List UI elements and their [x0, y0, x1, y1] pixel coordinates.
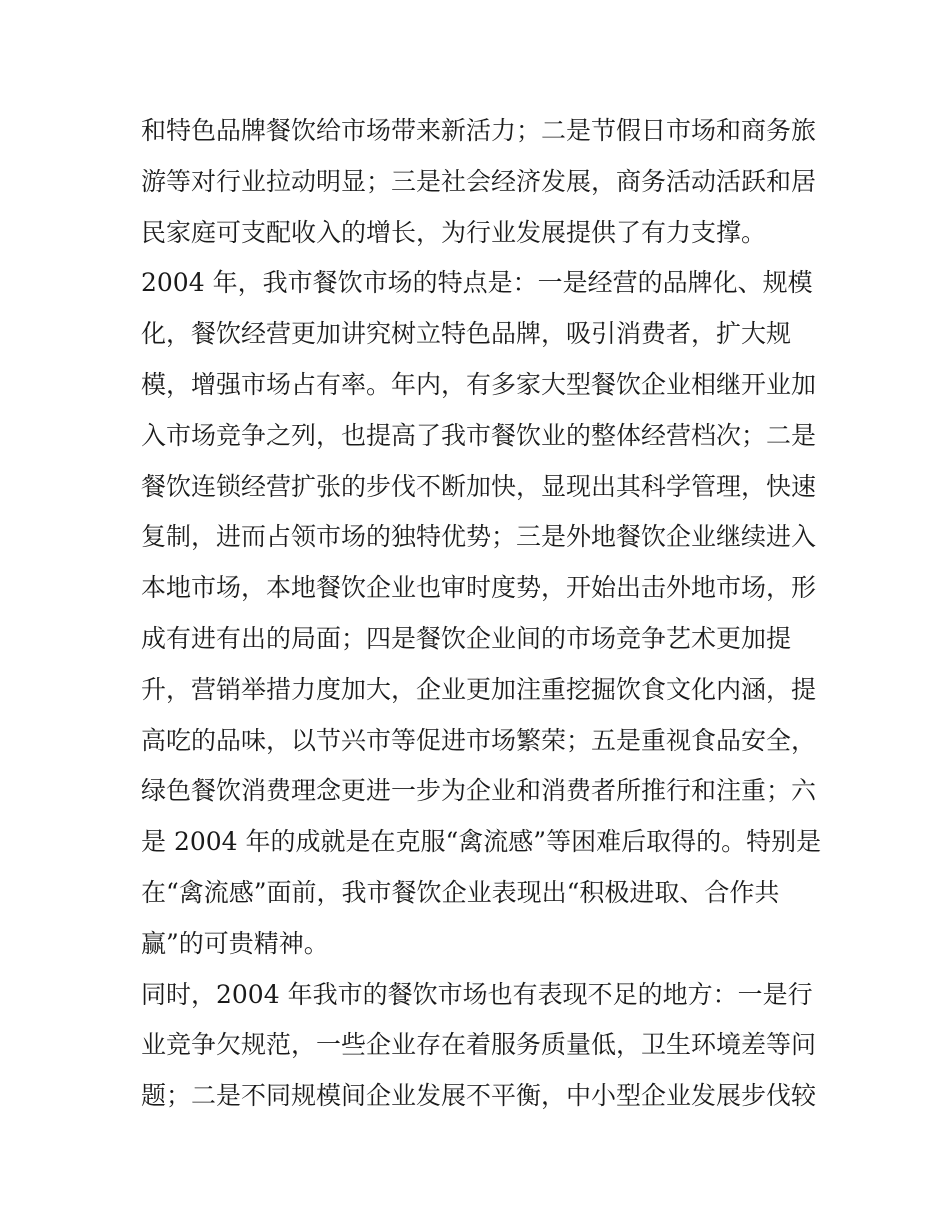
text-line: 民家庭可支配收入的增长，为行业发展提供了有力支撑。 — [141, 217, 767, 247]
text-line: 游等对行业拉动明显；三是社会经济发展，商务活动活跃和居 — [141, 166, 817, 196]
text-line: 入市场竞争之列，也提高了我市餐饮业的整体经营档次；二是 — [141, 420, 817, 450]
body-text — [141, 106, 821, 1122]
text-line: 化，餐饮经营更加讲究树立特色品牌，吸引消费者，扩大规 — [141, 319, 792, 349]
text-line: 高吃的品味，以节兴市等促进市场繁荣；五是重视食品安全， — [141, 725, 817, 755]
text-line: 同时，2004 年我市的餐饮市场也有表现不足的地方：一是行 — [141, 979, 813, 1009]
text-line: 本地市场，本地餐饮企业也审时度势，开始出击外地市场，形 — [141, 573, 817, 603]
text-line: 在“禽流感”面前，我市餐饮企业表现出“积极进取、合作共 — [141, 877, 780, 907]
text-line: 升，营销举措力度加大，企业更加注重挖掘饮食文化内涵，提 — [141, 674, 817, 704]
text-line: 绿色餐饮消费理念更进一步为企业和消费者所推行和注重；六 — [141, 776, 817, 806]
text-line: 是 2004 年的成就是在克服“禽流感”等困难后取得的。特别是 — [141, 827, 822, 857]
text-line: 赢”的可贵精神。 — [141, 928, 329, 958]
text-line: 题；二是不同规模间企业发展不平衡，中小型企业发展步伐较 — [141, 1081, 817, 1111]
text-line: 业竞争欠规范，一些企业存在着服务质量低，卫生环境差等问 — [141, 1030, 817, 1060]
text-line: 2004 年，我市餐饮市场的特点是：一是经营的品牌化、规模 — [141, 268, 813, 298]
text-line: 复制，进而占领市场的独特优势；三是外地餐饮企业继续进入 — [141, 522, 817, 552]
text-line: 成有进有出的局面；四是餐饮企业间的市场竞争艺术更加提 — [141, 623, 792, 653]
text-line: 模，增强市场占有率。年内，有多家大型餐饮企业相继开业加 — [141, 369, 817, 399]
text-line: 餐饮连锁经营扩张的步伐不断加快，显现出其科学管理，快速 — [141, 471, 817, 501]
text-line: 和特色品牌餐饮给市场带来新活力；二是节假日市场和商务旅 — [141, 116, 817, 145]
